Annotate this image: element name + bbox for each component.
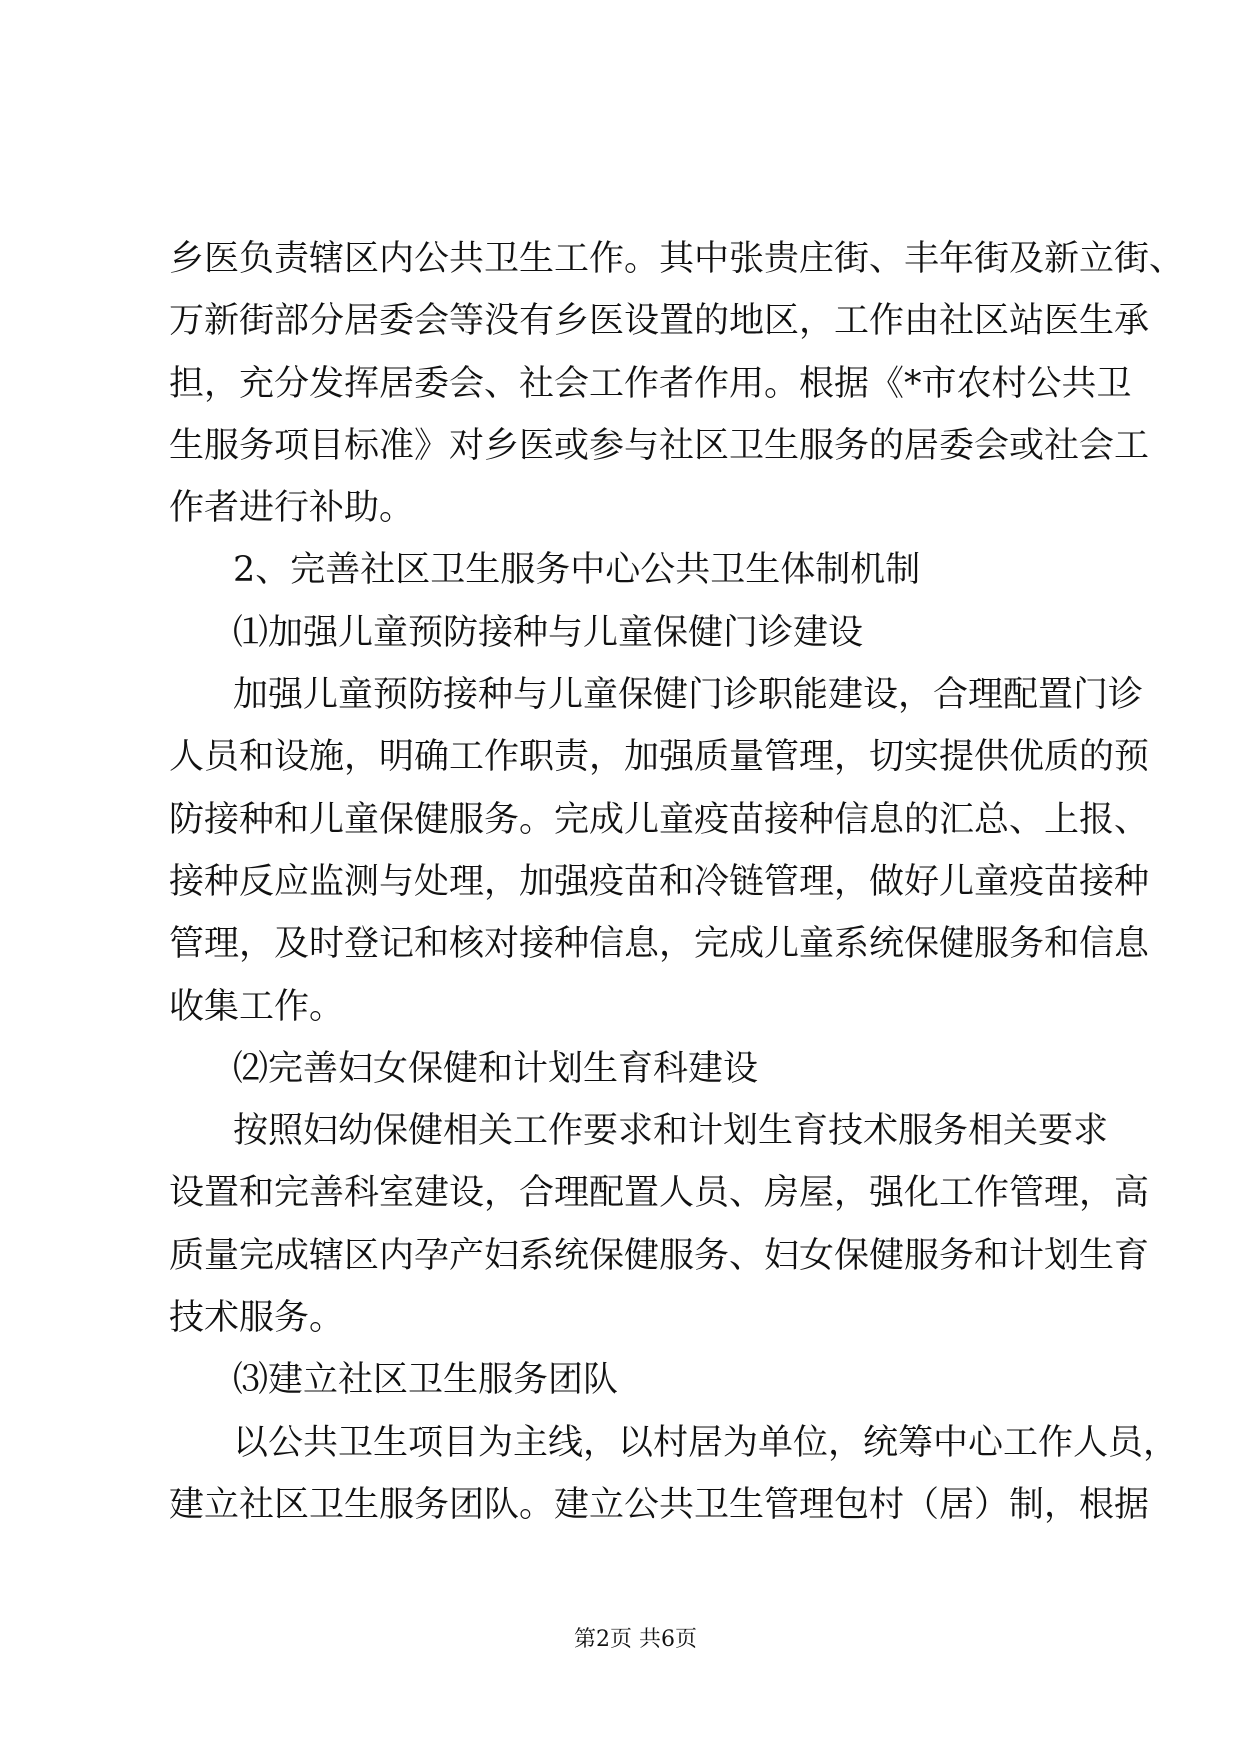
text-line: 设置和完善科室建设，合理配置人员、房屋，强化工作管理，高 xyxy=(169,1173,1150,1214)
text-line: 接种反应监测与处理，加强疫苗和冷链管理，做好儿童疫苗接种 xyxy=(169,861,1150,902)
text-line: 防接种和儿童保健服务。完成儿童疫苗接种信息的汇总、上报、 xyxy=(169,799,1150,840)
text-line: 人员和设施，明确工作职责，加强质量管理，切实提供优质的预 xyxy=(169,737,1150,778)
text-line: 作者进行补助。 xyxy=(169,488,415,529)
paragraph xyxy=(169,547,1090,609)
text-line: 建立社区卫生服务团队。建立公共卫生管理包村（居）制，根据 xyxy=(169,1484,1150,1525)
paragraph xyxy=(169,610,1090,672)
text-line: 乡医负责辖区内公共卫生工作。其中张贵庄街、丰年街及新立街、 xyxy=(169,239,1185,279)
paragraph xyxy=(169,672,1150,1046)
text-line: 万新街部分居委会等没有乡医设置的地区，工作由社区站医生承 xyxy=(169,301,1150,342)
text-line: 担，充分发挥居委会、社会工作者作用。根据《*市农村公共卫 xyxy=(169,363,1132,404)
text-line: 收集工作。 xyxy=(169,986,345,1027)
text-line: ⑴加强儿童预防接种与儿童保健门诊建设 xyxy=(233,612,864,653)
text-line: 管理，及时登记和核对接种信息，完成儿童系统保健服务和信息 xyxy=(169,924,1150,965)
text-line: 以公共卫生项目为主线，以村居为单位，统筹中心工作人员， xyxy=(233,1422,1179,1463)
text-line: 按照妇幼保健相关工作要求和计划生育技术服务相关要求 xyxy=(233,1111,1109,1152)
paragraph xyxy=(169,1108,1150,1357)
paragraph xyxy=(169,236,1185,547)
page-footer: 第2页 共6页 xyxy=(574,1627,697,1652)
text-line: 加强儿童预防接种与儿童保健门诊职能建设，合理配置门诊 xyxy=(233,675,1144,716)
text-line: 2、完善社区卫生服务中心公共卫生体制机制 xyxy=(233,550,921,591)
paragraph xyxy=(169,1357,1090,1419)
text-line: 质量完成辖区内孕产妇系统保健服务、妇女保健服务和计划生育 xyxy=(169,1235,1150,1276)
paragraph xyxy=(169,1046,1090,1108)
document-body xyxy=(169,236,1185,1544)
text-line: 技术服务。 xyxy=(169,1298,345,1339)
text-line: 生服务项目标准》对乡医或参与社区卫生服务的居委会或社会工 xyxy=(169,425,1150,466)
text-line: ⑶建立社区卫生服务团队 xyxy=(233,1360,619,1401)
paragraph xyxy=(169,1420,1179,1545)
text-line: ⑵完善妇女保健和计划生育科建设 xyxy=(233,1048,759,1089)
